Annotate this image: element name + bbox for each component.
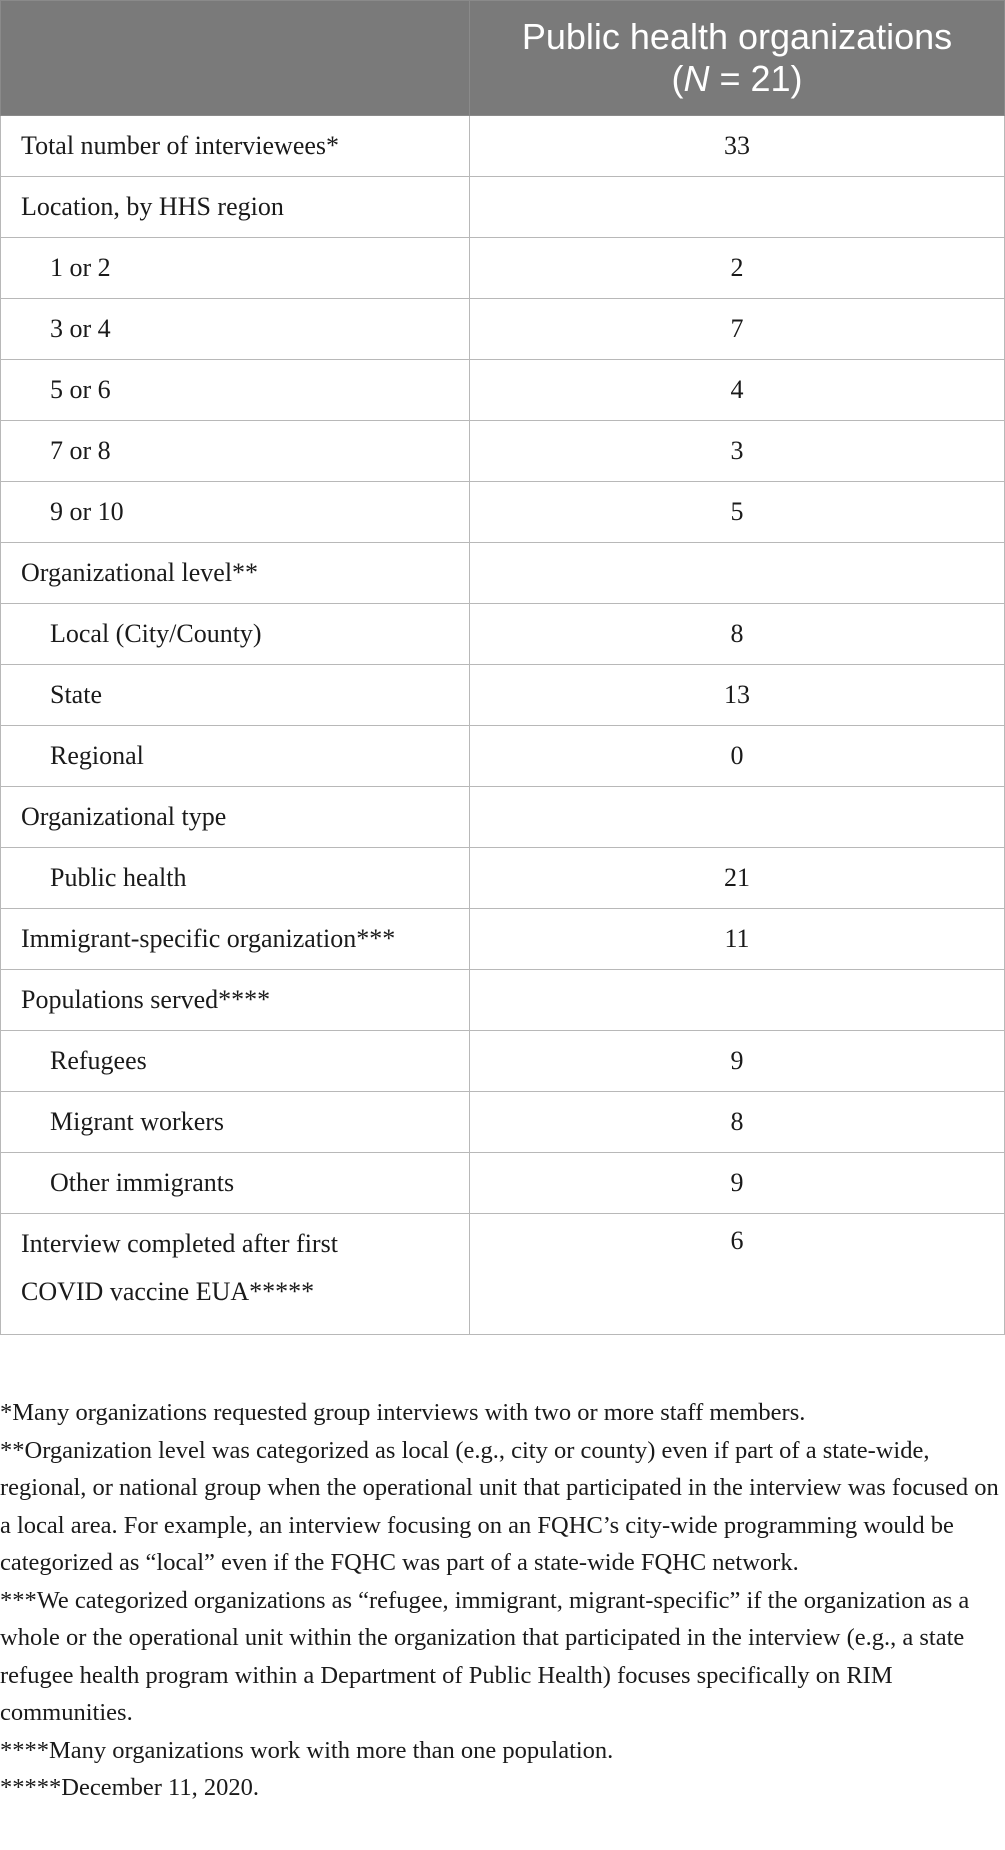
table-row (1, 604, 1005, 665)
row-label: Regional (1, 726, 470, 787)
footnote: **Organization level was categorized as local (e.g., city or county) even if part of a state-wide, regional, or national group when the operational unit that participated in the interview was focused on a local area. For example, an interview focusing on an FQHC’s city-wide programming would be categorized as “local” even if the FQHC was part of a state-wide FQHC network. (0, 1436, 999, 1576)
row-label: 3 or 4 (1, 299, 470, 360)
header-n-variable: N (683, 58, 710, 99)
row-label: Other immigrants (1, 1153, 470, 1214)
row-value: 8 (470, 604, 1005, 665)
row-value: 3 (470, 421, 1005, 482)
row-label: State (1, 665, 470, 726)
footnote: *Many organizations requested group interviews with two or more staff members. (0, 1399, 806, 1426)
table-row (1, 543, 1005, 604)
row-label-line-2: COVID vaccine EUA***** (21, 1277, 315, 1306)
row-label: 1 or 2 (1, 238, 470, 299)
row-value: 8 (470, 1092, 1005, 1153)
row-label: 9 or 10 (1, 482, 470, 543)
table-row (1, 909, 1005, 970)
row-value: 5 (470, 482, 1005, 543)
row-value (470, 177, 1005, 238)
header-sample-size (470, 58, 1004, 100)
row-value: 13 (470, 665, 1005, 726)
header-n-rest: = 21) (709, 58, 803, 99)
row-label: Migrant workers (1, 1092, 470, 1153)
row-value: 9 (470, 1031, 1005, 1092)
row-value: 4 (470, 360, 1005, 421)
table-footnotes (0, 1394, 1004, 1807)
row-label: Refugees (1, 1031, 470, 1092)
table-row (1, 482, 1005, 543)
table-row (1, 1092, 1005, 1153)
header-value-cell (470, 1, 1005, 116)
row-value (470, 543, 1005, 604)
row-label (1, 1214, 470, 1335)
table-row (1, 299, 1005, 360)
table-row (1, 665, 1005, 726)
table-row (1, 848, 1005, 909)
row-value: 0 (470, 726, 1005, 787)
row-label: Total number of interviewees* (1, 116, 470, 177)
row-value: 6 (470, 1214, 1005, 1335)
table-row (1, 787, 1005, 848)
row-label: Location, by HHS region (1, 177, 470, 238)
table-row (1, 970, 1005, 1031)
footnote: ***We categorized organizations as “refugee, immigrant, migrant-specific” if the organization as a whole or the operational unit within the organization that participated in the interview (e.g., a state refugee health program within a Department of Public Health) focuses specifically on RIM communities. (0, 1586, 970, 1726)
header-n-open: ( (671, 58, 684, 99)
row-value: 21 (470, 848, 1005, 909)
row-value (470, 970, 1005, 1031)
row-label-line-1: Interview completed after first (21, 1229, 338, 1258)
row-label: Local (City/County) (1, 604, 470, 665)
row-label: Public health (1, 848, 470, 909)
footnote: *****December 11, 2020. (0, 1774, 259, 1801)
row-value: 11 (470, 909, 1005, 970)
table-row (1, 116, 1005, 177)
row-label: Populations served**** (1, 970, 470, 1031)
row-label: Organizational level** (1, 543, 470, 604)
table-row (1, 360, 1005, 421)
row-value (470, 787, 1005, 848)
table-row (1, 238, 1005, 299)
header-label-cell (1, 1, 470, 116)
row-label: 7 or 8 (1, 421, 470, 482)
row-value: 9 (470, 1153, 1005, 1214)
table-row (1, 1153, 1005, 1214)
footnote: ****Many organizations work with more than one population. (0, 1736, 614, 1764)
table-row (1, 1031, 1005, 1092)
row-label: Organizational type (1, 787, 470, 848)
table-row (1, 421, 1005, 482)
table-row (1, 177, 1005, 238)
table-header-row (1, 1, 1005, 116)
row-value: 33 (470, 116, 1005, 177)
row-value: 2 (470, 238, 1005, 299)
row-value: 7 (470, 299, 1005, 360)
table-row (1, 726, 1005, 787)
row-label: 5 or 6 (1, 360, 470, 421)
table-row (1, 1214, 1005, 1335)
row-label: Immigrant-specific organization*** (1, 909, 470, 970)
header-title: Public health organizations (521, 16, 953, 57)
